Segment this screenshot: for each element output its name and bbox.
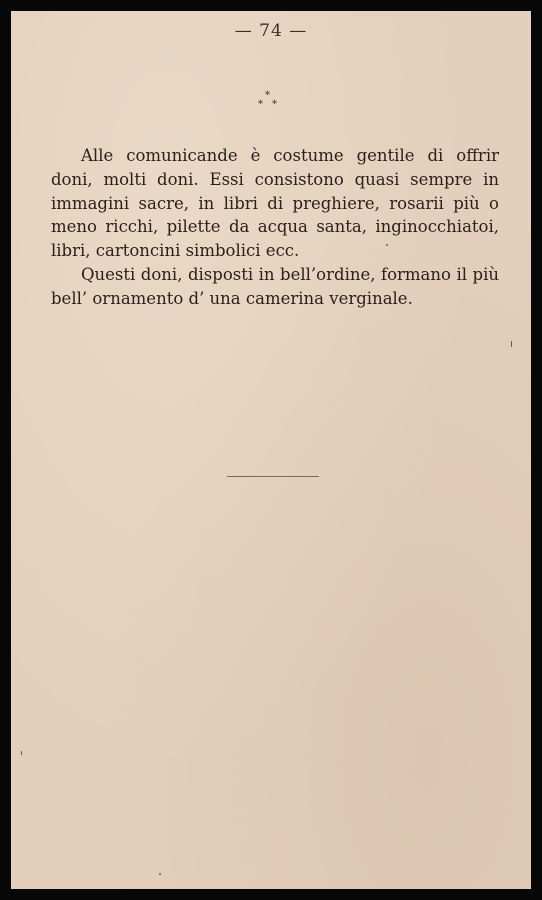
page-number: — 74 —	[234, 21, 308, 41]
asterism-star-right: *	[272, 99, 277, 110]
paper-speck	[511, 341, 512, 347]
body-text	[51, 144, 499, 311]
paper-speck	[386, 244, 388, 246]
paper-speck	[159, 873, 161, 875]
asterism-icon	[255, 91, 285, 113]
paragraph-gifts: Alle comunicande è costume gentile di offrir doni, molti doni. Essi consistono quasi sempre in immagini sacre, in libri di preghiere, rosarii più o meno ricchi, pilette da acqua santa, inginocchiatoi, libri, cartoncini simbolici ecc.	[51, 146, 499, 261]
book-page	[11, 11, 531, 889]
section-divider	[227, 476, 319, 477]
asterism-star-left: *	[258, 99, 263, 110]
paragraph-ornament: Questi doni, disposti in bell’ordine, formano il più bell’ ornamento d’ una camerina verginale.	[51, 264, 499, 308]
paper-speck	[21, 751, 22, 755]
asterism-star-top: *	[265, 90, 270, 101]
